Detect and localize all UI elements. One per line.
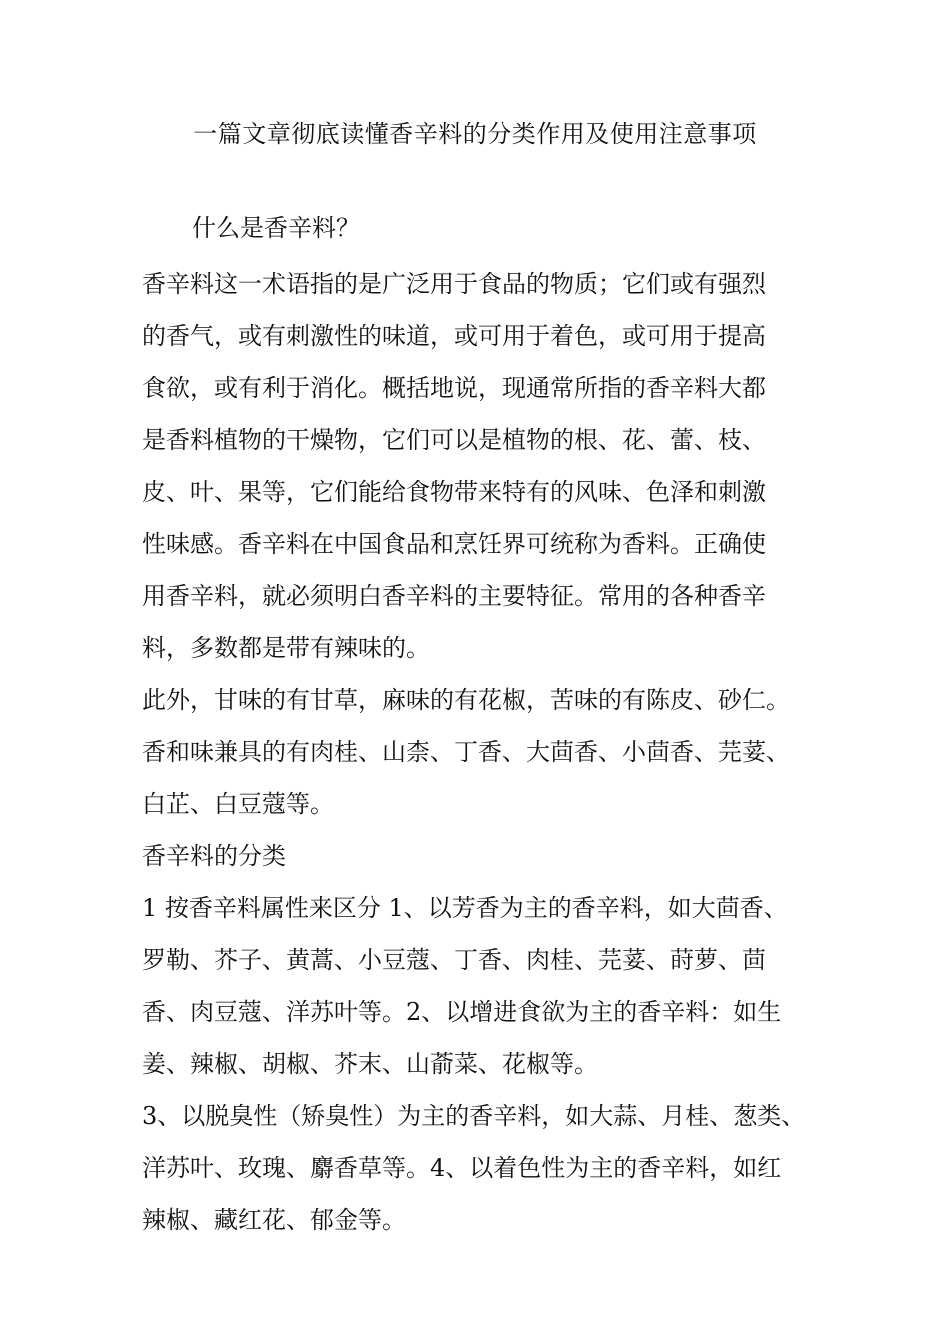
text-line: 的香气，或有刺激性的味道，或可用于着色，或可用于提高 bbox=[142, 322, 766, 350]
text-line: 辣椒、藏红花、郁金等。 bbox=[142, 1206, 406, 1234]
text-line: 此外，甘味的有甘草，麻味的有花椒，苦味的有陈皮、砂仁。 bbox=[142, 686, 790, 714]
document-title: 一篇文章彻底读懂香辛料的分类作用及使用注意事项 bbox=[193, 120, 757, 148]
body-text bbox=[142, 258, 862, 1246]
text-line: 用香辛料，就必须明白香辛料的主要特征。常用的各种香辛 bbox=[142, 582, 766, 610]
text-line: 姜、辣椒、胡椒、芥末、山萮菜、花椒等。 bbox=[142, 1050, 598, 1078]
text-line: 1 按香辛料属性来区分 1、以芳香为主的香辛料，如大茴香、 bbox=[142, 894, 788, 922]
text-line: 性味感。香辛料在中国食品和烹饪界可统称为香料。正确使 bbox=[142, 530, 766, 558]
text-line: 香、肉豆蔻、洋苏叶等。2、以增进食欲为主的香辛料：如生 bbox=[142, 998, 782, 1026]
text-line: 洋苏叶、玫瑰、麝香草等。4、以着色性为主的香辛料，如红 bbox=[142, 1154, 782, 1182]
text-line: 香和味兼具的有肉桂、山柰、丁香、大茴香、小茴香、芫荽、 bbox=[142, 738, 790, 766]
text-line: 皮、叶、果等，它们能给食物带来特有的风味、色泽和刺激 bbox=[142, 478, 766, 506]
text-line: 香辛料这一术语指的是广泛用于食品的物质；它们或有强烈 bbox=[142, 270, 766, 298]
text-line: 罗勒、芥子、黄蒿、小豆蔻、丁香、肉桂、芫荽、莳萝、茴 bbox=[142, 946, 766, 974]
text-line: 料，多数都是带有辣味的。 bbox=[142, 634, 430, 662]
text-line: 食欲，或有利于消化。概括地说，现通常所指的香辛料大都 bbox=[142, 374, 766, 402]
text-line: 3、以脱臭性（矫臭性）为主的香辛料，如大蒜、月桂、葱类、 bbox=[142, 1102, 806, 1130]
text-line: 是香料植物的干燥物，它们可以是植物的根、花、蕾、枝、 bbox=[142, 426, 766, 454]
subheading-line: 香辛料的分类 bbox=[142, 842, 286, 870]
section-heading: 什么是香辛料？ bbox=[192, 214, 360, 242]
text-line: 白芷、白豆蔻等。 bbox=[142, 790, 334, 818]
